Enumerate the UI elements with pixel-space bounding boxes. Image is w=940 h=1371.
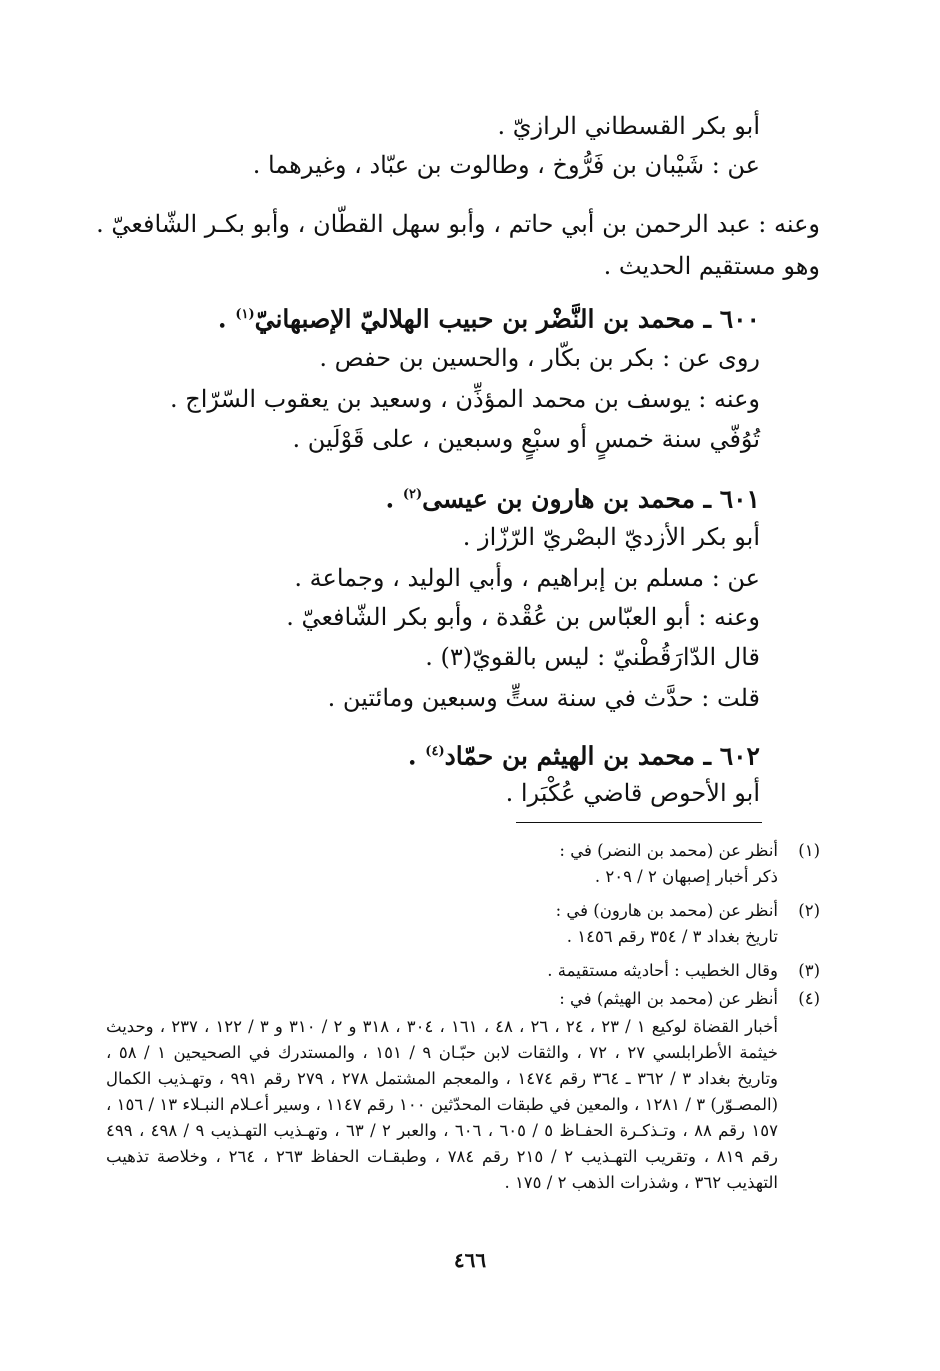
text-line: عن : شَيْبان بن فَرُّوخ ، وطالوت بن عبّاد ، وغيرهما . xyxy=(252,151,760,179)
text-line: أبو بكر الأزديّ البصْريّ الرّزّاز . xyxy=(462,523,760,551)
text-line: قال الدّارَقُطْنيّ : ليس بالقويّ(٣) . xyxy=(425,643,760,671)
footnote-number: (٢) xyxy=(798,901,820,920)
entry-heading-text: ٦٠٠ ـ محمد بن النَّضْر بن حبيب الهلاليّ الإصبهانيّ xyxy=(254,304,760,334)
footnote xyxy=(120,986,820,1012)
text-line: روى عن : بكر بن بكّار ، والحسين بن حفص . xyxy=(319,344,760,372)
text-line: قلت : حدَّث في سنة ستٍّ وسبعين ومائتين . xyxy=(327,684,760,712)
footnote-references: أخبار القضاة لوكيع ١ / ٢٣ ، ٢٤ ، ٢٦ ، ٤٨ ، ١٦١ ، ٣٠٤ ، ٣١٨ و ٢ / ٣١٠ و ٣ / ١٢٢ ، ٢٣٧ ، وحديث خيثمة الأطرابلسي ٢٧ ، ٧٢ ، والثقات لابن حبّـان ٩ / ١٥١ ، والمستدرك في الصحيحين ١ / ٥٨ ، وتاريخ بغداد ٣ / ٣٦٢ ـ ٣٦٤ رقم ١٤٧٤ ، والمعجم المشتمل ٢٧٨ ، ٢٧٩ رقم ٩٩١ ، وتهـذيب الكمال (المصـوّر) ٣ / ١٢٨١ ، والمعين في طبقات المحدّثين ١٠٠ رقم ١١٤٧ ، وسير أعـلام النبـلاء ١٣ / ١٥٦ ، ١٥٧ رقم ٨٨ ، وتـذكـرة الحفـاظ ٥ / ٦٠٥ ، ٦٠٦ ، والعبر ٢ / ٦٣ ، وتهـذيب التهـذيب ٩ / ٤٩٨ ، ٤٩٩ رقم ٨١٩ ، وتقريب التهـذيب ٢ / ٢١٥ رقم ٧٨٤ ، وطبقـات الحفاظ ٢٦٣ ، ٢٦٤ ، وخلاصة تذهيب التهذيب ٣٦٢ ، وشذرات الذهب ٢ / ١٧٥ . xyxy=(106,1017,779,1192)
footnote-text: ذكر أخبار إصبهان ٢ / ٢٠٩ . xyxy=(594,867,778,886)
footnote-text: وقال الخطيب : أحاديثه مستقيمة . xyxy=(547,961,778,980)
footnote xyxy=(120,898,820,950)
footnote xyxy=(120,958,820,984)
text-line: وعنه : عبد الرحمن بن أبي حاتم ، وأبو سهل القطّان ، وأبو بكـر الشّافعيّ . xyxy=(96,210,820,238)
footnote-ref: (٤) xyxy=(425,744,445,759)
text-line: أبو الأحوص قاضي عُكْبَرا . xyxy=(505,779,760,807)
text-line: تُوُفّي سنة خمسٍ أو سبْعٍ وسبعين ، على قَوْلَين . xyxy=(292,425,760,453)
footnote-text: أنظر عن (محمد بن الهيثم) في : xyxy=(559,989,778,1008)
entry-heading: ٦٠٢ ـ محمد بن الهيثم بن حمّاد$^{(٤)}$ . xyxy=(407,741,760,771)
text-line: أبو بكر القسطاني الرازيّ . xyxy=(497,112,760,140)
footnote-ref: (١) xyxy=(235,307,255,322)
footnote-text: أنظر عن (محمد بن هارون) في : xyxy=(555,901,778,920)
text-line: وعنه : أبو العبّاس بن عُقْدة ، وأبو بكر الشّافعيّ . xyxy=(286,603,760,631)
entry-heading-text: ٦٠٢ ـ محمد بن الهيثم بن حمّاد xyxy=(444,741,760,771)
footnote xyxy=(120,838,820,890)
entry-heading: ٦٠٠ ـ محمد بن النَّضْر بن حبيب الهلاليّ الإصبهانيّ$^{(١)}$ . xyxy=(217,304,760,334)
text-line: وهو مستقيم الحديث . xyxy=(603,252,820,280)
footnote-number: (١) xyxy=(798,841,820,860)
footnote-number: (٣) xyxy=(798,961,820,980)
text-line: عن : مسلم بن إبراهيم ، وأبي الوليد ، وجماعة . xyxy=(294,564,760,592)
entry-heading-text: ٦٠١ ـ محمد بن هارون بن عيسى xyxy=(422,484,760,514)
footnote-text: تاريخ بغداد ٣ / ٣٥٤ رقم ١٤٥٦ . xyxy=(566,927,778,946)
entry-heading: ٦٠١ ـ محمد بن هارون بن عيسى$^{(٢)}$ . xyxy=(385,484,760,514)
footnote-ref: (٢) xyxy=(402,487,423,502)
footnote-number: (٤) xyxy=(798,989,820,1008)
page-number: ٤٦٦ xyxy=(453,1248,487,1272)
text-line: وعنه : يوسف بن محمد المؤذِّن ، وسعيد بن يعقوب السّرّاج . xyxy=(169,385,760,413)
footnote-divider xyxy=(516,822,762,823)
footnote-text: أنظر عن (محمد بن النضر) في : xyxy=(559,841,778,860)
